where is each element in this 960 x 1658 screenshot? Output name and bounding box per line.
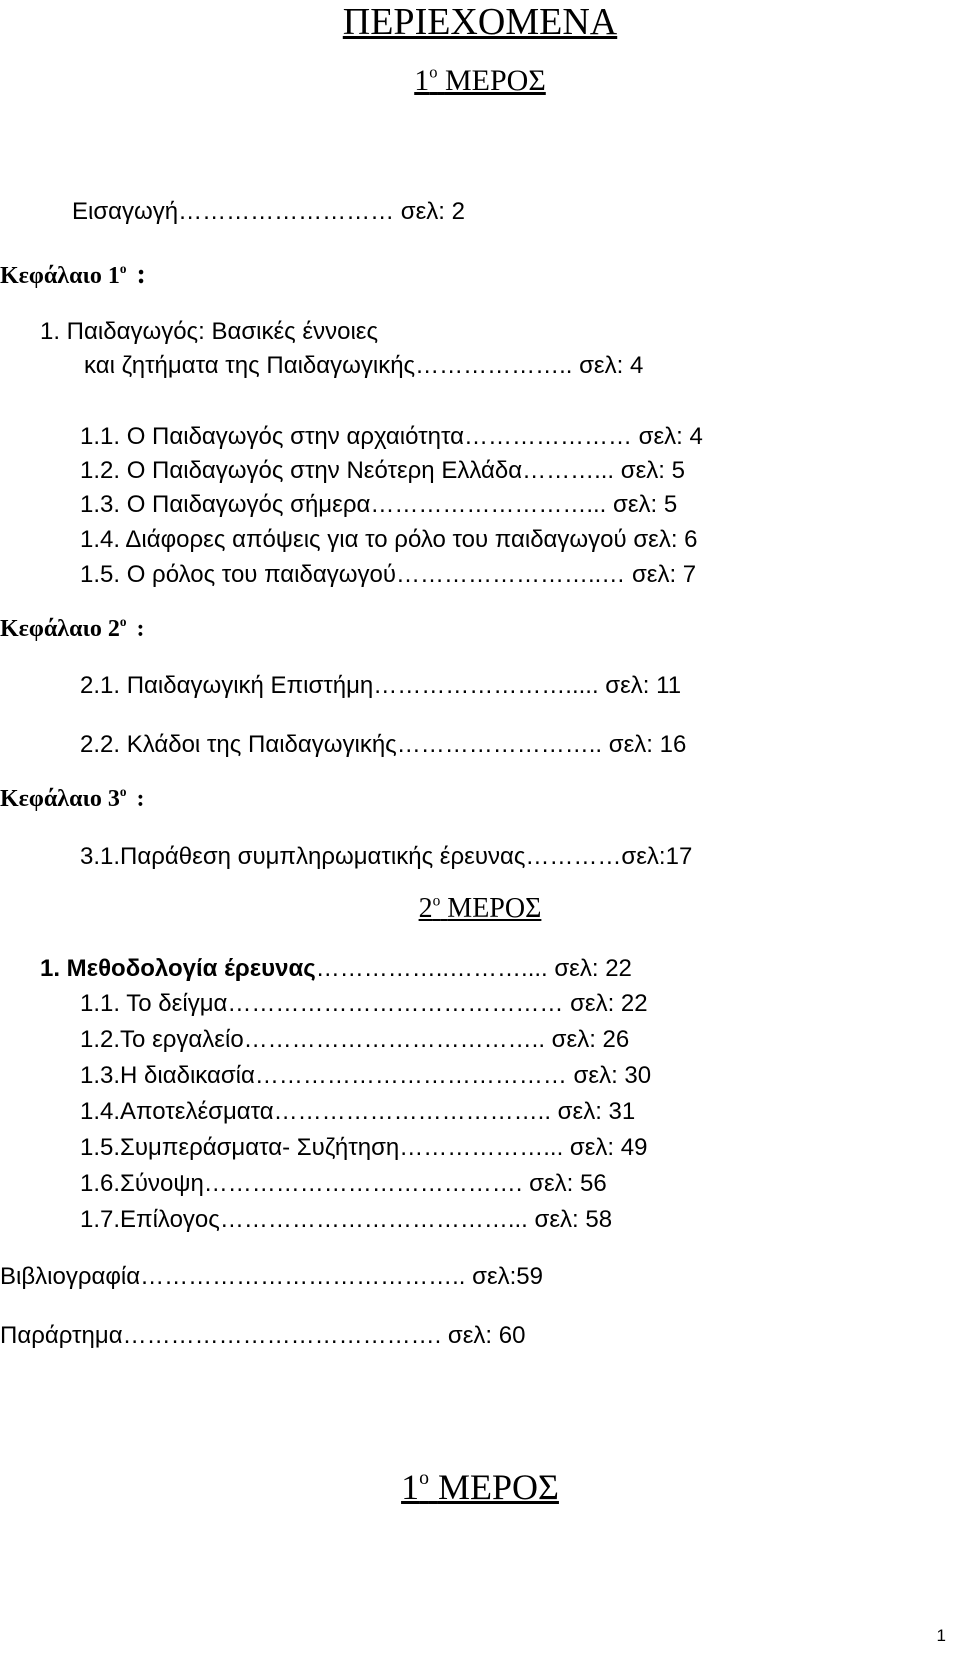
part-label: ΜΕΡΟΣ <box>444 64 546 97</box>
toc-entry-2-2: 2.2. Κλάδοι της Παιδαγωγικής…………………….. σελ: 16 <box>80 731 687 758</box>
chapter-2-heading: Κεφάλαιο $2^o$ : <box>0 614 145 642</box>
toc-entry-1-3: 1.3. Ο Παιδαγωγός σήμερα………………………... σελ: 5 <box>80 491 678 518</box>
part-1-heading <box>0 64 960 98</box>
toc-entry-1-4: 1.4. Διάφορες απόψεις για το ρόλο του παιδαγωγού σελ: 6 <box>80 526 698 553</box>
toc-entry-p2-1-4: 1.4.Αποτελέσματα…………………………….. σελ: 31 <box>80 1098 636 1125</box>
toc-entry-p2-1-1: 1.1. Το δείγμα…………………………………… σελ: 22 <box>80 990 648 1017</box>
toc-entry-p2-1-7: 1.7.Επίλογος………………………………... σελ: 58 <box>80 1206 613 1233</box>
toc-entry-p2-1-5: 1.5.Συμπεράσματα- Συζήτηση………………... σελ: 49 <box>80 1134 648 1161</box>
page-number: 1 <box>936 1626 946 1645</box>
toc-entry-p2-1-6: 1.6.Σύνοψη…………………………………. σελ: 56 <box>80 1170 607 1197</box>
toc-entry-1-2: 1.2. Ο Παιδαγωγός στην Νεότερη Ελλάδα………... σελ: 5 <box>80 457 685 484</box>
toc-entry-1-1: 1.1. Ο Παιδαγωγός στην αρχαιότητα………………… σελ: 4 <box>80 423 703 450</box>
toc-entry-methodology: 1. Μεθοδολογία έρευνας……………..……….... σελ: 22 <box>40 955 632 982</box>
toc-entry-p2-1-2: 1.2.Το εργαλείο……………………………….. σελ: 26 <box>80 1026 630 1053</box>
toc-title: ΠΕΡΙΕΧΟΜΕΝΑ <box>342 1 618 43</box>
chapter-1-heading: Κεφάλαιο $1^o$ : <box>0 259 146 290</box>
chapter-3-heading: Κεφάλαιο $3^o$ : <box>0 784 145 812</box>
toc-entry-introduction: Εισαγωγή……………………… σελ: 2 <box>72 198 465 225</box>
toc-entry-2-1: 2.1. Παιδαγωγική Επιστήμη……………………..... σελ: 11 <box>80 672 682 699</box>
toc-entry-1: 1. Παιδαγωγός: Βασικές έννοιες <box>40 318 379 345</box>
part-number: 1 <box>414 64 430 97</box>
toc-entry-1-cont: και ζητήματα της Παιδαγωγικής……………….. σελ: 4 <box>84 352 644 379</box>
toc-entry-1-5: 1.5. Ο ρόλος του παιδαγωγού……………………..… σελ: 7 <box>80 561 697 588</box>
toc-entry-appendix: Παράρτημα…………………………………. σελ: 60 <box>0 1322 526 1349</box>
toc-entry-3-1: 3.1.Παράθεση συμπληρωματικής έρευνας…………σελ:17 <box>80 843 693 870</box>
part-2-heading: $2^o$ ΜΕΡΟΣ <box>418 892 542 924</box>
ordinal-suffix: ο <box>429 62 438 82</box>
toc-entry-p2-1-3: 1.3.Η διαδικασία………………………………… σελ: 30 <box>80 1062 652 1089</box>
toc-entry-bibliography: Βιβλιογραφία………………………………….. σελ:59 <box>0 1263 543 1290</box>
part-1-footer-heading: $1^o$ ΜΕΡΟΣ <box>401 1467 559 1507</box>
